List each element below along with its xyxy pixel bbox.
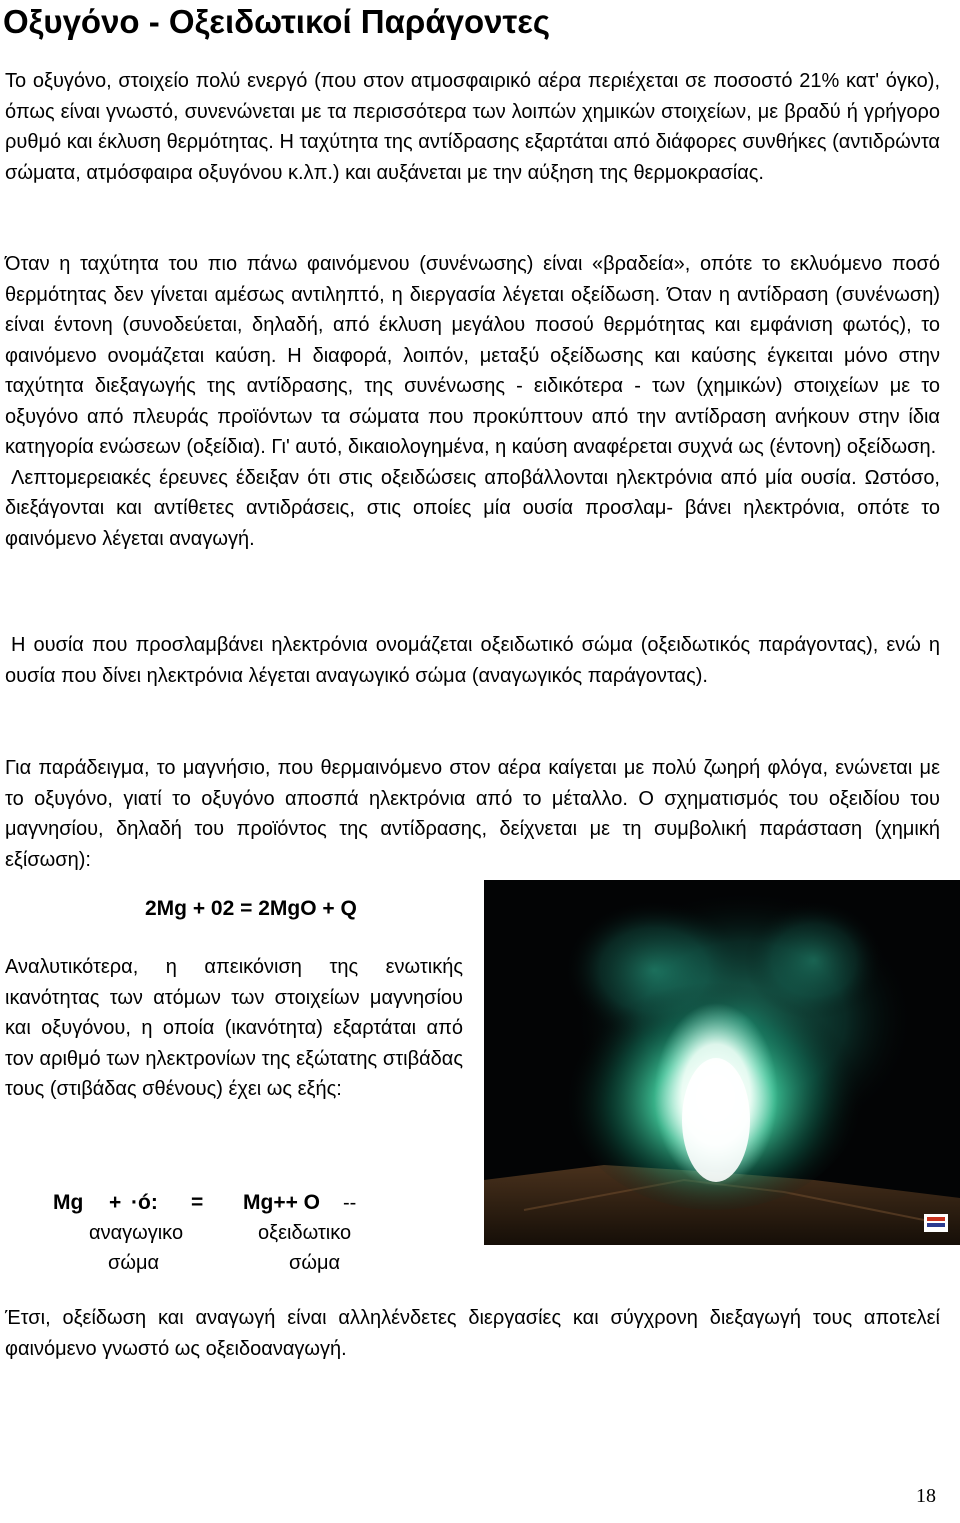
reaction-oxygen-dots: ·ó: xyxy=(131,1191,158,1214)
reaction-dashes: -- xyxy=(343,1192,357,1214)
page-title: Οξυγόνο - Οξειδωτικοί Παράγοντες xyxy=(3,3,551,40)
paragraph-magnesium-example: Για παράδειγμα, το μαγνήσιο, που θερμαινόμενο στον αέρα καίγεται με πολύ ζωηρή φλόγα, ενώνεται με το οξυγόνο, γιατί το οξυγόνο αποσπά ηλεκτρόνια από το μέταλλο. Ο σχηματισμός του οξειδίου του μαγνησίου, δηλαδή του προϊόντος της αντίδρασης, δείχνεται με τη συμβολική παράσταση (χημική εξίσωση): xyxy=(5,757,940,871)
reducing-agent-label: αναγωγικο xyxy=(89,1222,184,1244)
paragraph-electrons-text: Λεπτομερειακές έρευνες έδειξαν ότι στις οξειδώσεις αποβάλλονται ηλεκτρόνια από μία ουσία. Ωστόσο, διεξάγονται και αντίθετες αντιδράσεις, στις οποίες μία ουσία προσλαμ- βάνει ηλεκτρόνια, οπότε το φαινόμενο λέγεται αναγωγή. xyxy=(5,466,940,550)
reaction-mg: Mg xyxy=(53,1191,84,1214)
paragraph-oxygen-intro: Το οξυγόνο, στοιχείο πολύ ενεργό (που στον ατμοσφαιρικό αέρα περιέχεται σε ποσοστό 21% κατ' όγκο), όπως είναι γνωστό, συνενώνεται με τα περισσότερα των λοιπών χημικών στοιχείων, με βραδύ ή γρήγορο ρυθμό και έκλυση θερμότητας. Η ταχύτητα της αντίδρασης εξαρτάται από διάφορες συνθήκες (αντιδρώντα σώματα, ατμόσφαιρα οξυγόνου κ.λπ.) και αυξάνεται με την αύξηση της θερμοκρασίας. xyxy=(5,70,940,184)
page-number: 18 xyxy=(916,1485,936,1507)
paragraph-oxidation-text: Όταν η ταχύτητα του πιο πάνω φαινόμενου (συνένωσης) είναι «βραδεία», οπότε το εκλυόμενο ποσό θερμότητας δεν γίνεται αμέσως αντιληπτό, η διεργασία λέγεται οξείδωση. Όταν η αντίδραση (συνένωση) είναι έντονη (συνοδεύεται, δηλαδή, από έκλυση μεγάλου ποσού θερμότητας και εμφάνιση φωτός), το φαινόμενο ονομάζεται καύση. Η διαφορά, λοιπόν, μεταξύ οξείδωσης και καύσης έγκειται μόνο στην ταχύτητα διεξαγωγής της αντίδρασης, της συνένωσης - ειδικότερα - των (χημικών) στοιχείων με το οξυγόνο από πλευράς προϊόντων τα σώματα που προκύπτουν από την αντίδραση ανήκουν στην ίδια κατηγορία ενώσεων (οξείδια). Γι' αυτό, δικαιολογημένα, η καύση αναφέρεται συχνά ως (έντονη) οξείδωση. xyxy=(5,253,940,458)
logo-icon xyxy=(924,1214,948,1232)
paragraph-oxidizing-agent: Η ουσία που προσλαμβάνει ηλεκτρόνια ονομάζεται οξειδωτικό σώμα (οξειδωτικός παράγοντας), ενώ η ουσία που δίνει ηλεκτρόνια λέγεται αναγωγικό σώμα (αναγωγικός παράγοντας). xyxy=(5,634,940,687)
reducing-agent-label-2: σώμα xyxy=(108,1252,160,1274)
magnesium-flame-photo xyxy=(484,880,960,1245)
paragraph-analysis: Αναλυτικότερα, η απεικόνιση της ενωτικής ικανότητας των ατόμων των στοιχείων μαγνησίου και οξυγόνου, η οποία (ικανότητα) εξαρτάται από τον αριθμό των ηλεκτρονίων της εξώτατης στιβάδας τους (στιβάδας σθένους) έχει ως εξής: xyxy=(5,956,463,1100)
reaction-plus: + xyxy=(109,1191,122,1214)
oxidizing-agent-label-2: σώμα xyxy=(289,1252,341,1274)
chemical-equation: 2Mg + 02 = 2MgO + Q xyxy=(145,897,357,920)
paragraph-redox-conclusion: Έτσι, οξείδωση και αναγωγή είναι αλληλένδετες διεργασίες και σύγχρονη διεξαγωγή τους αποτελεί φαινόμενο γνωστό ως οξειδοαναγωγή. xyxy=(5,1307,940,1360)
electron-transfer-diagram xyxy=(53,1188,433,1278)
oxidizing-agent-label: οξειδωτικο xyxy=(258,1222,352,1244)
reaction-equals: = xyxy=(191,1191,204,1214)
paragraph-oxidation-combustion xyxy=(5,249,940,554)
reaction-product: Mg++ O xyxy=(243,1191,321,1214)
flame-illustration xyxy=(484,880,960,1245)
